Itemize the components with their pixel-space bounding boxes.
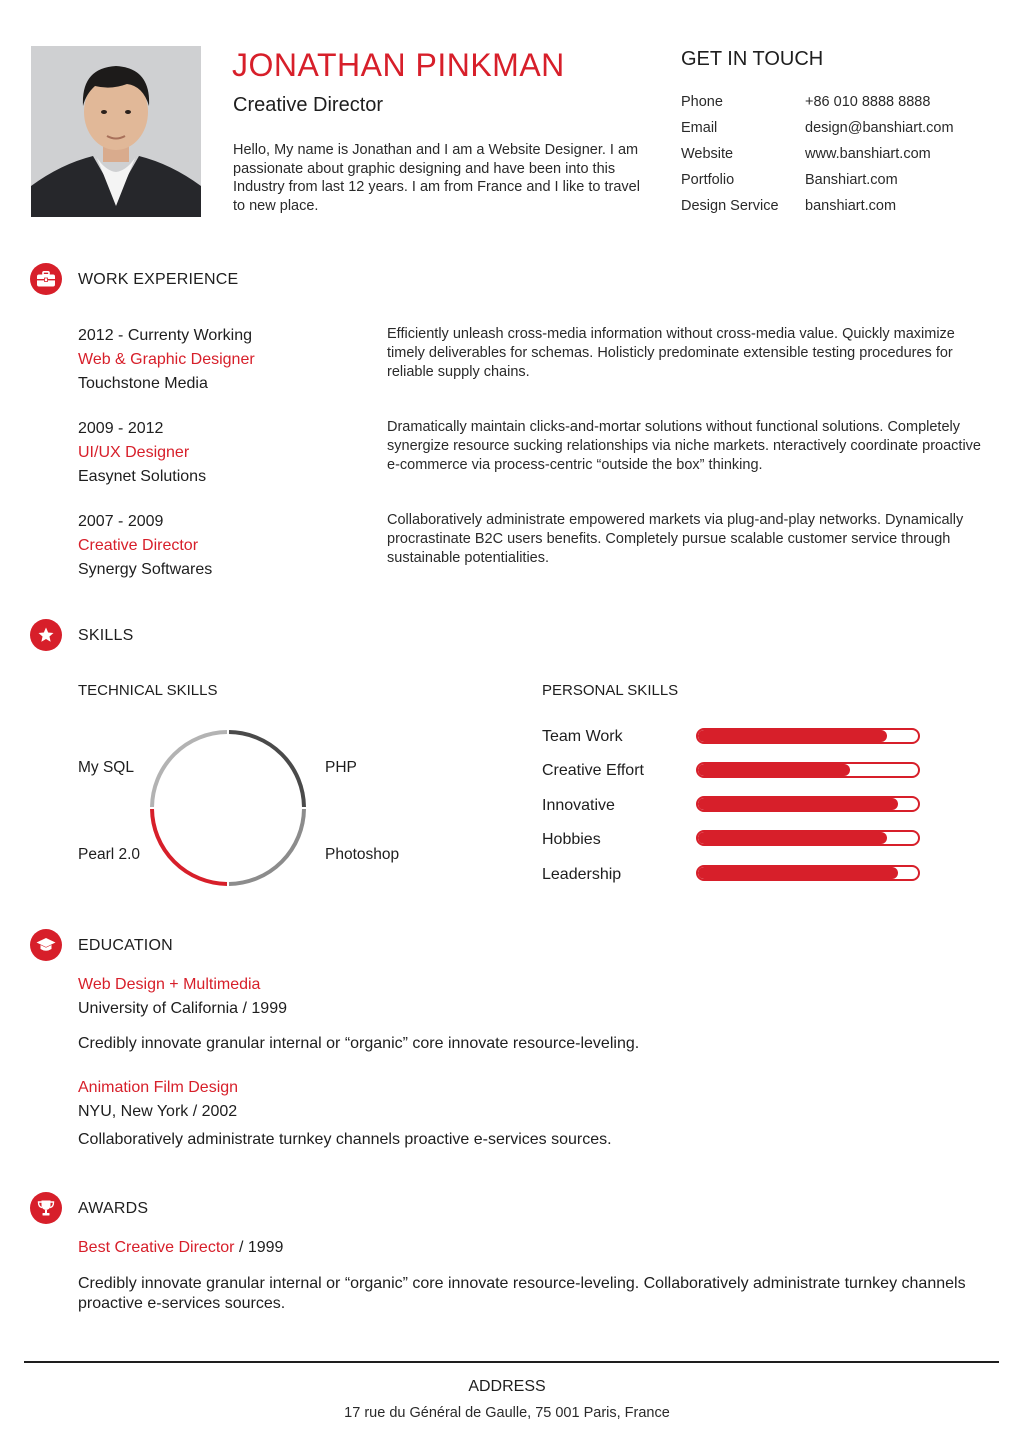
candidate-name: JONATHAN PINKMAN (232, 47, 565, 83)
personal-skill-bar (696, 796, 920, 812)
address-text: 17 rue du Général de Gaulle, 75 001 Paris, France (344, 1405, 670, 1421)
footer-divider (24, 1361, 999, 1363)
personal-skill-bar-fill (698, 730, 887, 742)
award-name: Best Creative Director (78, 1239, 235, 1256)
personal-skill-label: Creative Effort (542, 762, 644, 779)
contact-row-email (681, 118, 1001, 144)
personal-skill-bar-fill (698, 798, 898, 810)
contact-label: Portfolio (681, 172, 735, 188)
donut-label-mysql: My SQL (78, 759, 134, 776)
job-description: Efficiently unleash cross-media information without cross-media value. Quickly maximize timely deliverables for schemas. Holisticly predominate extensible testing procedures for reliable supply chains. (387, 326, 955, 380)
contact-value[interactable]: www.banshiart.com (805, 146, 931, 162)
section-title-education: EDUCATION (78, 937, 173, 954)
briefcase-icon (30, 263, 62, 295)
award-line (78, 1239, 283, 1257)
donut-label-pearl: Pearl 2.0 (78, 846, 141, 863)
education-description: Credibly innovate granular internal or “organic” core innovate resource-leveling. (78, 1035, 640, 1052)
education-course: Animation Film Design (78, 1079, 239, 1096)
education-school: NYU, New York / 2002 (78, 1103, 238, 1120)
technical-skills-donut (148, 728, 308, 888)
contact-title: GET IN TOUCH (681, 48, 824, 70)
contact-label: Website (681, 146, 734, 162)
job-description: Collaboratively administrate empowered markets via plug-and-play networks. Dynamically procrastinate B2C users benefits. Completely pursue scalable customer service through sustainable potentialities. (387, 512, 964, 566)
donut-segment-photoshop (229, 809, 304, 884)
personal-skill-bar-fill (698, 832, 887, 844)
donut-label-php: PHP (325, 759, 357, 776)
contact-value[interactable]: Banshiart.com (805, 172, 898, 188)
donut-label-photoshop: Photoshop (325, 846, 400, 863)
personal-skill-label: Team Work (542, 728, 623, 745)
job-position: Creative Director (78, 537, 199, 554)
personal-skill-bar-fill (698, 764, 850, 776)
address-title: ADDRESS (468, 1378, 546, 1395)
section-title-awards: AWARDS (78, 1200, 149, 1217)
personal-skill-bar (696, 728, 920, 744)
personal-skills-title: PERSONAL SKILLS (542, 682, 679, 699)
job-period: 2012 - Currenty Working (78, 327, 252, 344)
contact-row-phone (681, 92, 1001, 118)
graduation-cap-icon (30, 929, 62, 961)
personal-skill-bar (696, 830, 920, 846)
job-period: 2007 - 2009 (78, 513, 164, 530)
personal-skill-bar (696, 865, 920, 881)
person-portrait-image (31, 46, 201, 217)
contact-row-website (681, 144, 1001, 170)
personal-skill-bar (696, 762, 920, 778)
job-position: Web & Graphic Designer (78, 351, 255, 368)
education-description: Collaboratively administrate turnkey channels proactive e-services sources. (78, 1131, 612, 1148)
award-year: / 1999 (234, 1239, 284, 1256)
profile-photo (31, 46, 201, 217)
education-school: University of California / 1999 (78, 1000, 287, 1017)
personal-skill-bar-fill (698, 867, 898, 879)
donut-segment-php (229, 732, 304, 807)
contact-value[interactable]: +86 010 8888 8888 (805, 94, 931, 110)
contact-row-design-service (681, 196, 1001, 222)
job-description: Dramatically maintain clicks-and-mortar solutions without functional solutions. Completely synergize resource sucking relationships via niche markets. nteractively coordinate proactive e-commerce via process-centric “outside the box” thinking. (387, 419, 981, 473)
contact-label: Phone (681, 94, 723, 110)
job-entry (78, 324, 378, 396)
contact-value[interactable]: design@banshiart.com (805, 120, 954, 136)
job-company: Touchstone Media (78, 375, 208, 392)
technical-skills-title: TECHNICAL SKILLS (78, 682, 218, 699)
personal-skill-label: Hobbies (542, 831, 601, 848)
contact-label: Design Service (681, 198, 779, 214)
donut-segment-mysql (152, 732, 227, 807)
contact-label: Email (681, 120, 718, 136)
donut-segment-pearl (152, 809, 227, 884)
job-period: 2009 - 2012 (78, 420, 164, 437)
contact-row-portfolio (681, 170, 1001, 196)
star-icon (30, 619, 62, 651)
contact-value[interactable]: banshiart.com (805, 198, 897, 214)
contact-list (681, 92, 1001, 222)
job-company: Synergy Softwares (78, 561, 213, 578)
intro-text: Hello, My name is Jonathan and I am a Website Designer. I am passionate about graphic designing and have been into this Industry from last 12 years. I am from France and I like to travel to new place. (233, 142, 640, 214)
award-description: Credibly innovate granular internal or “organic” core innovate resource-leveling. Collaboratively administrate turnkey channels proactive e-services sources. (78, 1275, 966, 1312)
section-title-skills: SKILLS (78, 627, 134, 644)
candidate-role: Creative Director (233, 94, 384, 116)
job-entry (78, 510, 378, 582)
education-course: Web Design + Multimedia (78, 976, 261, 993)
section-title-work: WORK EXPERIENCE (78, 271, 239, 288)
personal-skill-label: Innovative (542, 797, 615, 814)
job-entry (78, 417, 378, 489)
job-position: UI/UX Designer (78, 444, 190, 461)
trophy-icon (30, 1192, 62, 1224)
personal-skill-label: Leadership (542, 866, 622, 883)
job-company: Easynet Solutions (78, 468, 207, 485)
